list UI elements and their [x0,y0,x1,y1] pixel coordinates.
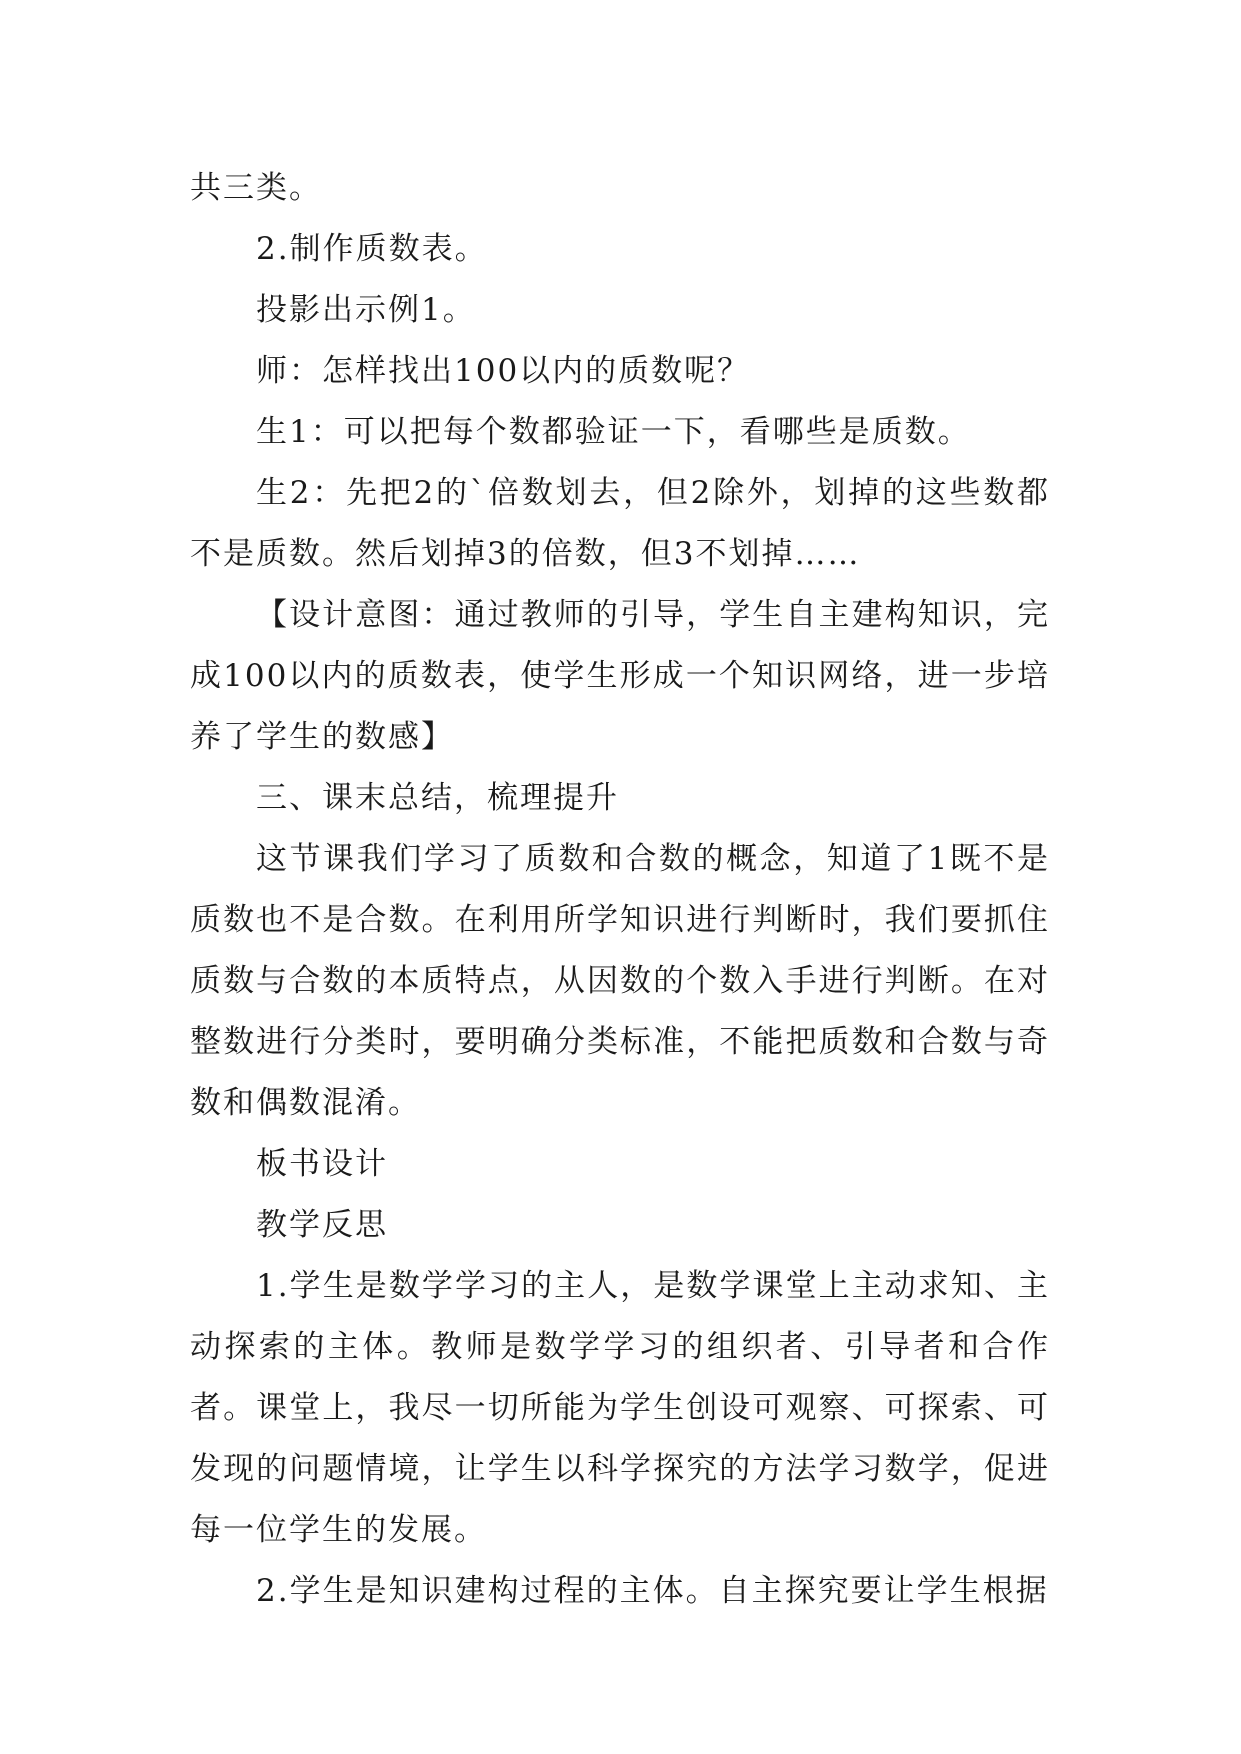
paragraph-1: 共三类。 [190,170,322,206]
section-heading-summary: 三、课末总结，梳理提升 [256,780,619,816]
heading-board-design: 板书设计 [256,1146,388,1182]
document-body [190,158,1050,1622]
paragraph-5: 生1：可以把每个数都验证一下，看哪些是质数。 [256,414,971,450]
paragraph-6: 生2：先把2的`倍数划去，但2除外，划掉的这些数都不是质数。然后划掉3的倍数，但3不划掉…… [190,475,1050,572]
paragraph-4: 师：怎样找出100以内的质数呢？ [256,353,751,389]
reflection-item-1: 1.学生是数学学习的主人，是数学课堂上主动求知、主动探索的主体。教师是数学学习的组织者、引导者和合作者。课堂上，我尽一切所能为学生创设可观察、可探索、可发现的问题情境，让学生以科学探究的方法学习数学，促进每一位学生的发展。 [190,1268,1050,1548]
design-intent-note: 【设计意图：通过教师的引导，学生自主建构知识，完成100以内的质数表，使学生形成一个知识网络，进一步培养了学生的数感】 [190,597,1050,755]
paragraph-summary: 这节课我们学习了质数和合数的概念，知道了1既不是质数也不是合数。在利用所学知识进行判断时，我们要抓住质数与合数的本质特点，从因数的个数入手进行判断。在对整数进行分类时，要明确分类标准，不能把质数和合数与奇数和偶数混淆。 [190,841,1050,1121]
paragraph-3: 投影出示例1。 [256,292,476,328]
heading-teaching-reflection: 教学反思 [256,1207,388,1243]
reflection-item-2: 2.学生是知识建构过程的主体。自主探究要让学生根据 [256,1573,1049,1609]
paragraph-2: 2.制作质数表。 [256,231,488,267]
